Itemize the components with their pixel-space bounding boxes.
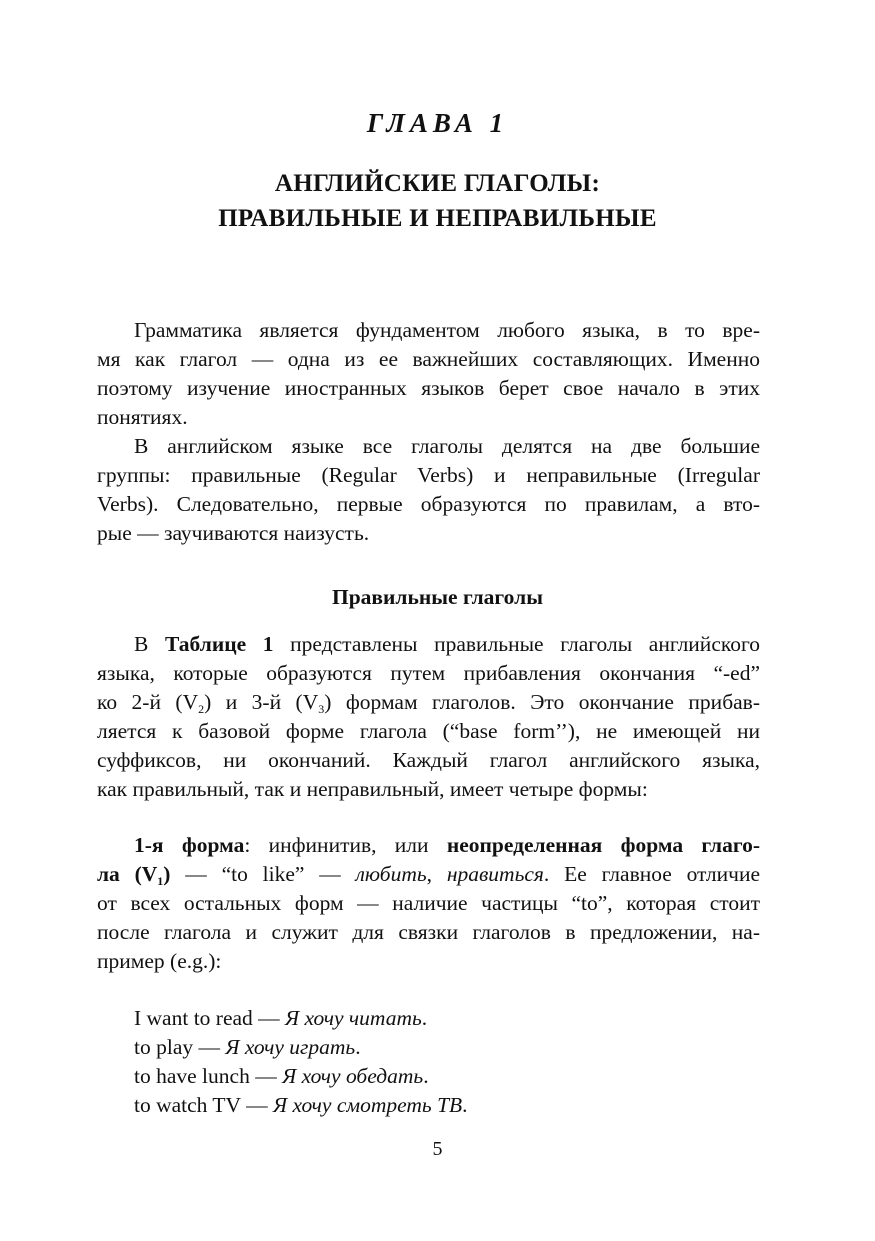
examples-list <box>134 1004 468 1120</box>
text-line: от всех остальных форм — наличие частицы “to”, которая стоит <box>97 891 760 915</box>
table-reference: Таблице 1 <box>164 632 274 656</box>
chapter-title-line-1: АНГЛИЙСКИЕ ГЛАГОЛЫ: <box>274 170 601 197</box>
text-line: языка, которые образуются путем прибавления окончания “-ed” <box>97 661 760 685</box>
intro-paragraph-2 <box>97 432 760 548</box>
text-line: В английском языке все глаголы делятся на две большие <box>134 434 760 458</box>
example-line: I want to read — Я хочу читать. <box>134 1006 428 1030</box>
text-line: поэтому изучение иностранных языков берет свое начало в этих <box>97 376 760 400</box>
text-line: как правильный, так и неправильный, имеет четыре формы: <box>97 777 648 801</box>
example-line: to play — Я хочу играть. <box>134 1035 361 1059</box>
chapter-title <box>0 166 875 236</box>
text-line: ляется к базовой форме глагола (“base form’’), не имеющей ни <box>97 719 760 743</box>
section-heading: Правильные глаголы <box>332 585 543 609</box>
page-number: 5 <box>432 1138 443 1160</box>
text-line: В Таблице 1 представлены правильные глаголы английского <box>134 632 760 656</box>
text-line: группы: правильные (Regular Verbs) и неправильные (Irregular <box>97 463 760 487</box>
example-line: to watch TV — Я хочу смотреть ТВ. <box>134 1093 468 1117</box>
text-line: Verbs). Следовательно, первые образуются по правилам, а вто- <box>97 492 760 516</box>
form1-paragraph <box>97 831 760 976</box>
text-line: 1-я форма: инфинитив, или неопределенная форма глаго- <box>134 833 761 857</box>
intro-paragraph-1 <box>97 316 760 432</box>
example-line: to have lunch — Я хочу обедать. <box>134 1064 429 1088</box>
text-line: ко 2-й $(V_2)$ и 3-й $(V_3)$ формам глаголов. Это окончание прибав- <box>97 690 760 716</box>
text-line: ла $(V_1)$ — “to like” — любить, нравиться. Ее главное отличие <box>97 862 760 888</box>
text-line: суффиксов, ни окончаний. Каждый глагол английского языка, <box>97 748 760 772</box>
text-line: пример (e.g.): <box>97 949 222 973</box>
text-line: после глагола и служит для связки глаголов в предложении, на- <box>97 920 760 944</box>
text-line: рые — заучиваются наизусть. <box>97 521 370 545</box>
section-paragraph <box>97 630 760 804</box>
text-line: мя как глагол — одна из ее важнейших составляющих. Именно <box>97 347 760 371</box>
chapter-label: ГЛАВА 1 <box>366 108 509 138</box>
text-line: понятиях. <box>97 405 188 429</box>
text-line: Грамматика является фундаментом любого языка, в то вре- <box>134 318 760 342</box>
form-label: 1-я форма <box>134 833 245 857</box>
chapter-title-line-2: ПРАВИЛЬНЫЕ И НЕПРАВИЛЬНЫЕ <box>218 205 657 232</box>
